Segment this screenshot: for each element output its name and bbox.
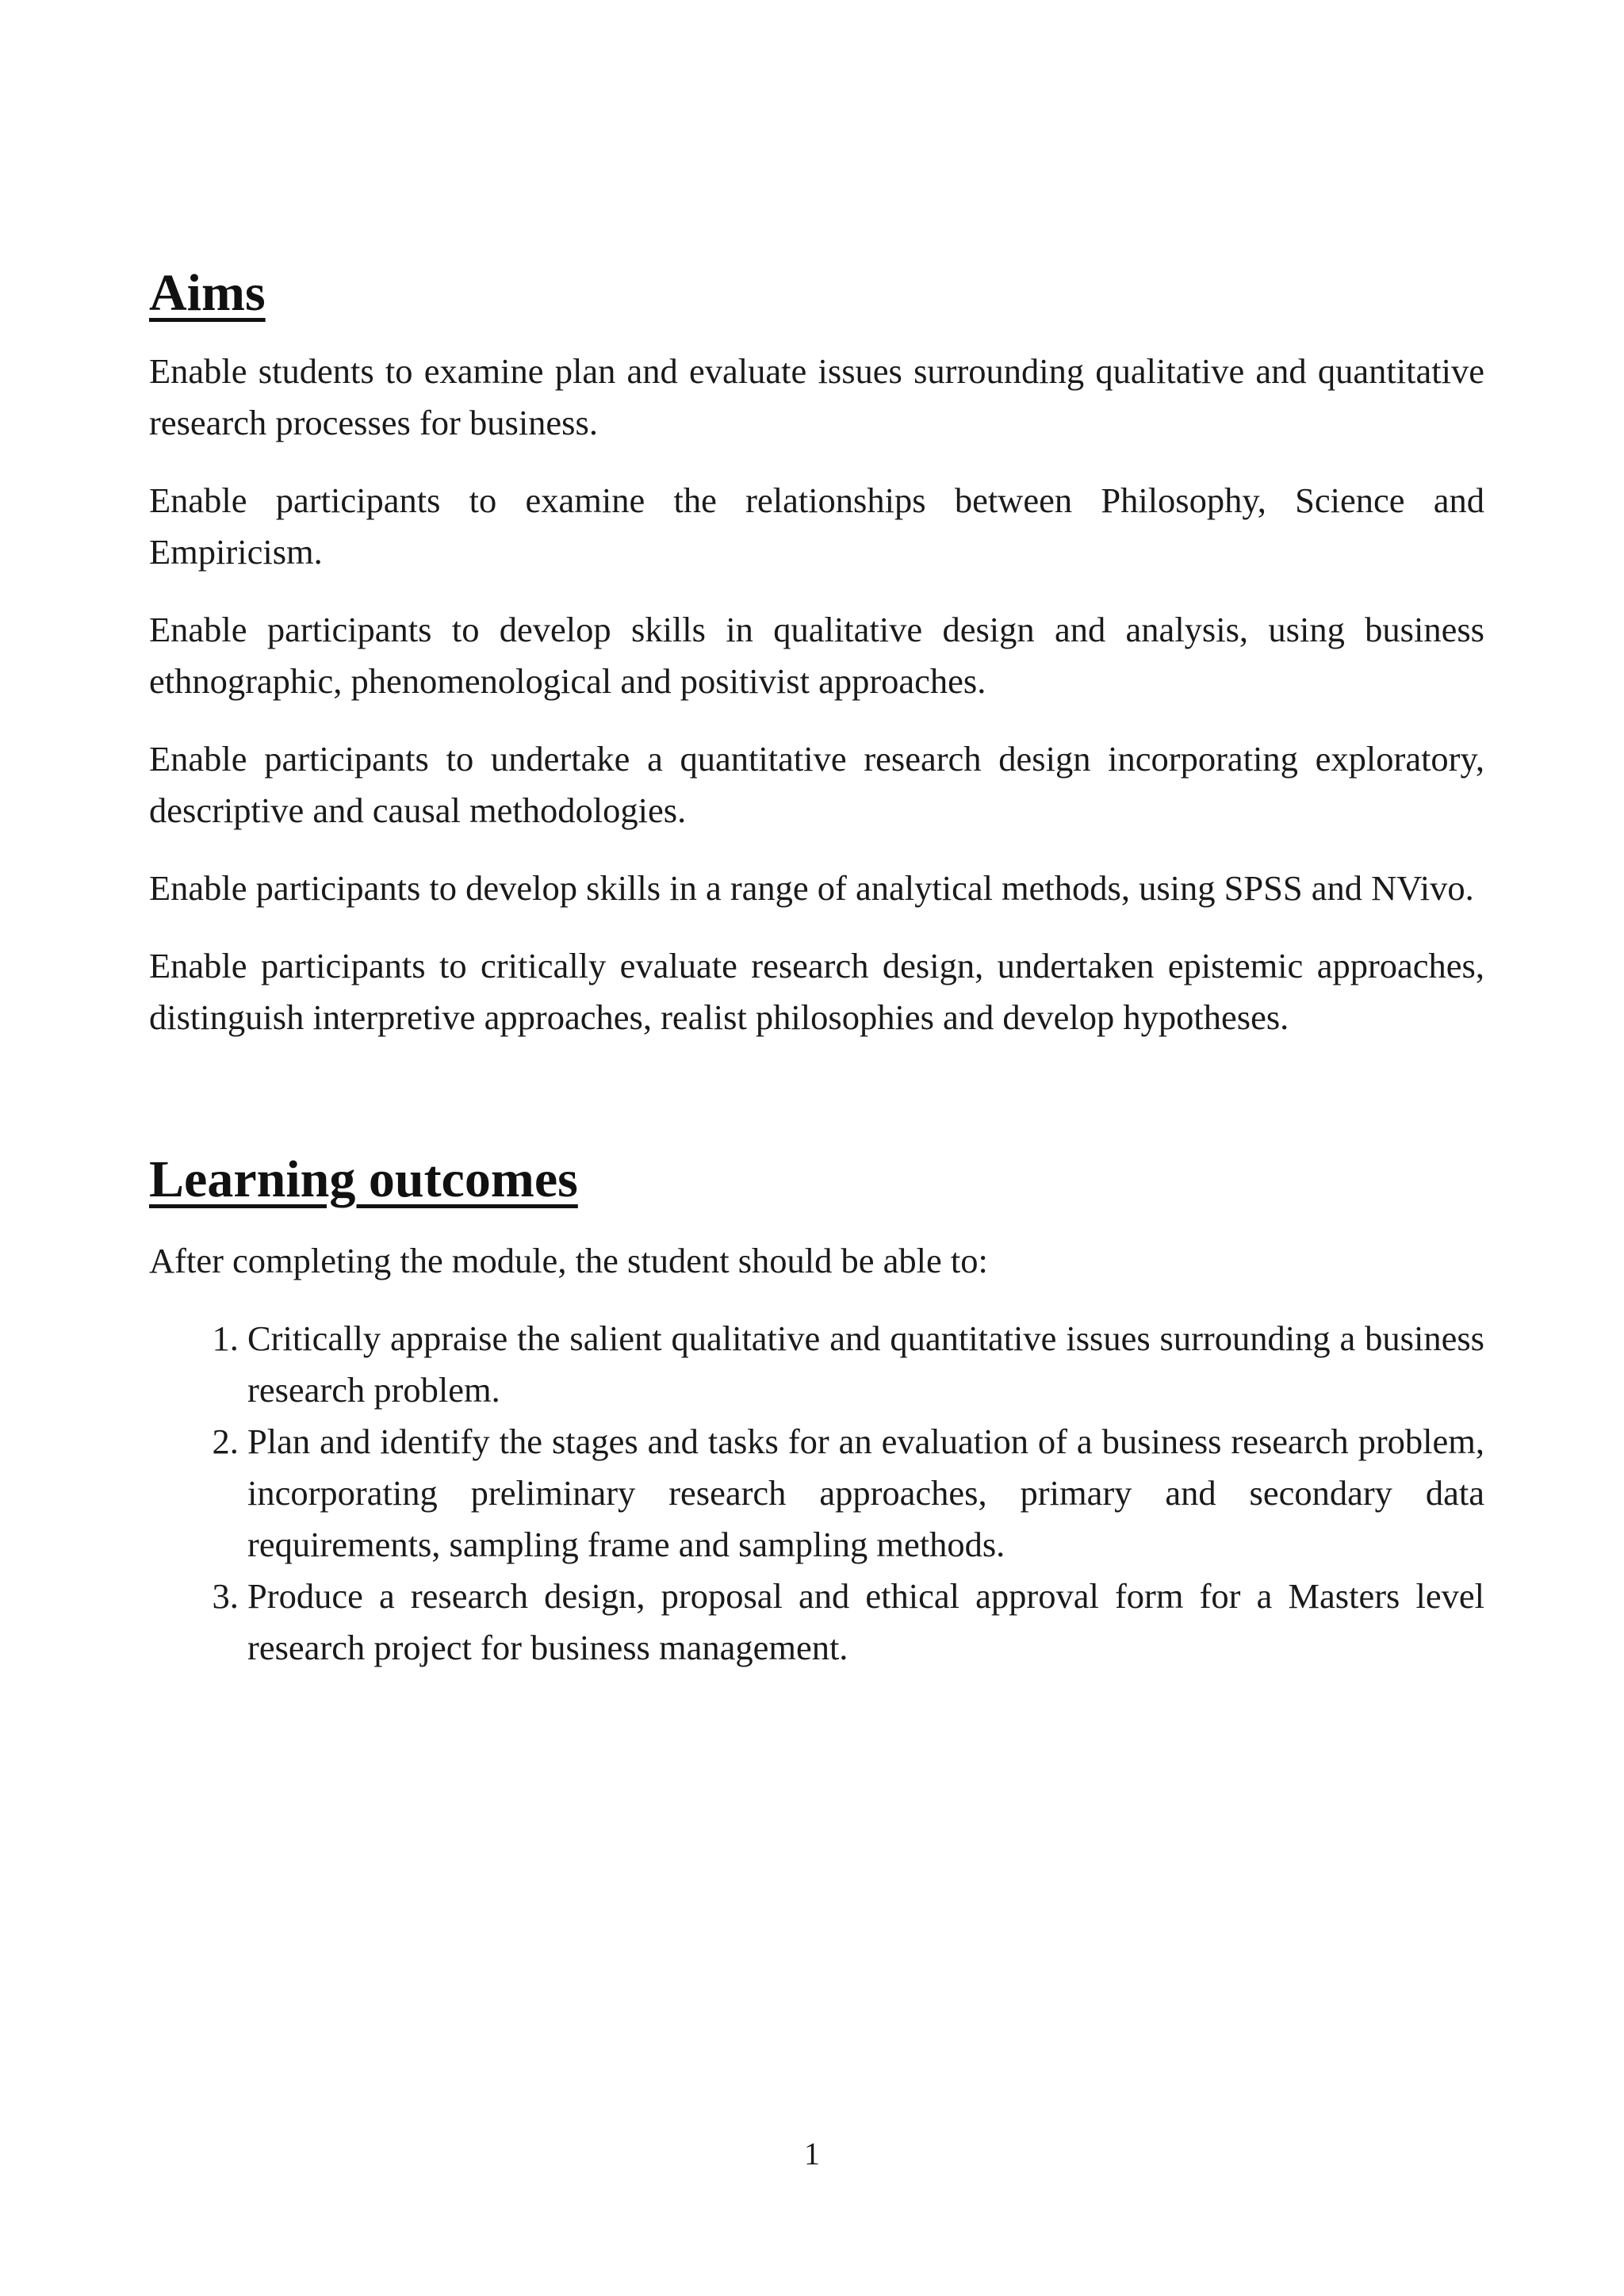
page-number: 1 bbox=[804, 2136, 820, 2172]
aims-list bbox=[149, 346, 1484, 1043]
aims-paragraph: Enable participants to examine the relationships between Philosophy, Science and Empiricism. bbox=[149, 480, 1484, 572]
aims-paragraph: Enable participants to develop skills in a range of analytical methods, using SPSS and NVivo. bbox=[149, 868, 1474, 908]
aims-paragraph: Enable participants to critically evaluate research design, undertaken epistemic approaches, distinguish interpretive approaches, realist philosophies and develop hypotheses. bbox=[149, 946, 1484, 1037]
aims-paragraph: Enable participants to undertake a quantitative research design incorporating exploratory, descriptive and causal methodologies. bbox=[149, 739, 1484, 830]
aims-paragraph: Enable students to examine plan and evaluate issues surrounding qualitative and quantitative research processes for business. bbox=[149, 351, 1484, 442]
learning-outcomes-list bbox=[149, 1313, 1484, 1674]
learning-outcomes-intro: After completing the module, the student should be able to: bbox=[149, 1241, 988, 1280]
aims-section bbox=[149, 262, 1484, 1043]
learning-outcomes-section bbox=[149, 1148, 1484, 1674]
aims-heading: Aims bbox=[149, 264, 266, 322]
learning-outcome-item: 3. Produce a research design, proposal and ethical approval form for a Masters level research project for business management. bbox=[247, 1571, 1484, 1674]
aims-paragraph: Enable participants to develop skills in qualitative design and analysis, using business ethnographic, phenomenological and positivist approaches. bbox=[149, 610, 1484, 701]
page-content bbox=[149, 262, 1484, 1674]
learning-outcomes-heading: Learning outcomes bbox=[149, 1150, 578, 1208]
learning-outcome-item: 1. Critically appraise the salient qualitative and quantitative issues surrounding a business research problem. bbox=[247, 1313, 1484, 1416]
learning-outcome-item: 2. Plan and identify the stages and tasks for an evaluation of a business research problem, incorporating preliminary research approaches, primary and secondary data requirements, sampling frame and sampling methods. bbox=[247, 1416, 1484, 1571]
